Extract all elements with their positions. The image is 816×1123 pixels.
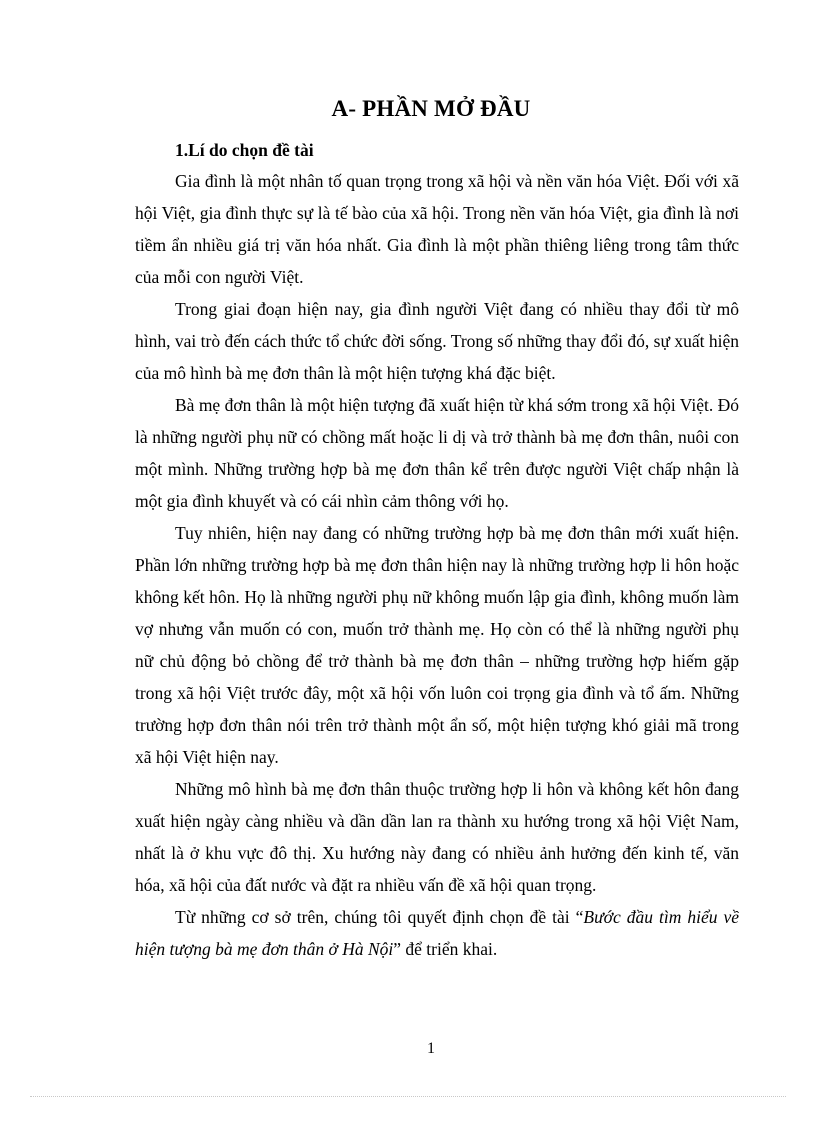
page-title: A- PHẦN MỞ ĐẦU	[331, 96, 531, 121]
topic-title-italic: Bước đầu tìm hiểu về hiện tượng bà mẹ đơn thân ở Hà Nội	[135, 907, 739, 959]
section-heading: 1.Lí do chọn đề tài	[175, 140, 314, 160]
paragraph-6-text-end: ” để triển khai.	[393, 939, 498, 959]
paragraph-4: Tuy nhiên, hiện nay đang có những trường hợp bà mẹ đơn thân mới xuất hiện. Phần lớn những trường hợp bà mẹ đơn thân hiện nay là những trường hợp li hôn hoặc không kết hôn. Họ là những người phụ nữ không muốn lập gia đình, không muốn làm vợ nhưng vẫn muốn có con, muốn trở thành mẹ. Họ còn có thể là những người phụ nữ chủ động bỏ chồng để trở thành bà mẹ đơn thân – những trường hợp hiếm gặp trong xã hội Việt trước đây, một xã hội vốn luôn coi trọng gia đình và tổ ấm. Những trường hợp đơn thân nói trên trở thành một ẩn số, một hiện tượng khó giải mã trong xã hội Việt hiện nay.	[135, 523, 739, 767]
footer-divider	[30, 1096, 786, 1097]
page-number: 1	[427, 1040, 435, 1057]
paragraph-6-text-start: Từ những cơ sở trên, chúng tôi quyết định chọn đề tài “	[175, 907, 584, 927]
paragraph-5: Những mô hình bà mẹ đơn thân thuộc trường hợp li hôn và không kết hôn đang xuất hiện ngày càng nhiều và dần dần lan ra thành xu hướng trong xã hội Việt Nam, nhất là ở khu vực đô thị. Xu hướng này đang có nhiều ảnh hưởng đến kinh tế, văn hóa, xã hội của đất nước và đặt ra nhiều vấn đề xã hội quan trọng.	[135, 779, 739, 895]
paragraph-1: Gia đình là một nhân tố quan trọng trong xã hội và nền văn hóa Việt. Đối với xã hội Việt, gia đình thực sự là tế bào của xã hội. Trong nền văn hóa Việt, gia đình là nơi tiềm ẩn nhiều giá trị văn hóa nhất. Gia đình là một phần thiêng liêng trong tâm thức của mỗi con người Việt.	[135, 171, 739, 287]
body-text	[135, 165, 739, 965]
paragraph-3: Bà mẹ đơn thân là một hiện tượng đã xuất hiện từ khá sớm trong xã hội Việt. Đó là những người phụ nữ có chồng mất hoặc li dị và trở thành bà mẹ đơn thân, nuôi con một mình. Những trường hợp bà mẹ đơn thân kể trên được người Việt chấp nhận là một gia đình khuyết và có cái nhìn cảm thông với họ.	[135, 395, 739, 511]
paragraph-6	[135, 901, 739, 965]
paragraph-2: Trong giai đoạn hiện nay, gia đình người Việt đang có nhiều thay đổi từ mô hình, vai trò đến cách thức tổ chức đời sống. Trong số những thay đổi đó, sự xuất hiện của mô hình bà mẹ đơn thân là một hiện tượng khá đặc biệt.	[135, 299, 739, 383]
